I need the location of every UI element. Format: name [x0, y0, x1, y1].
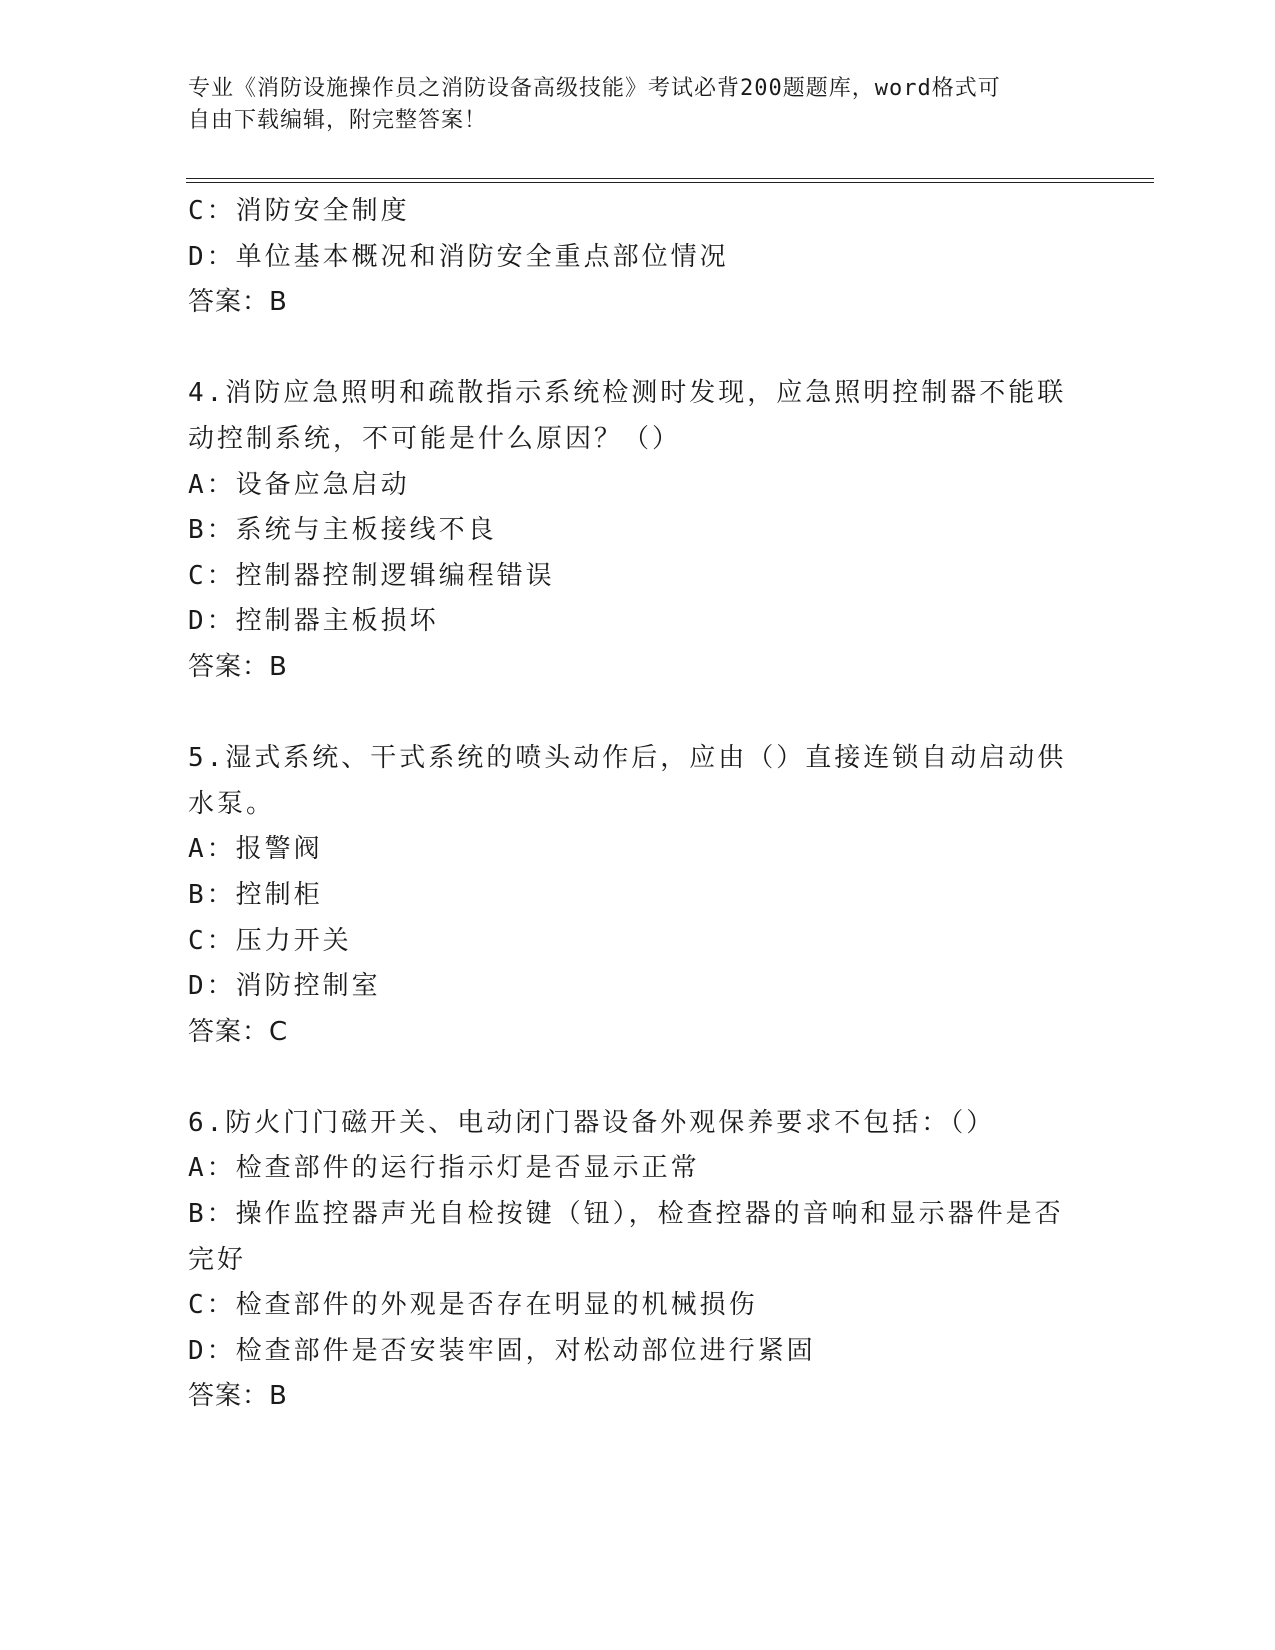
question-stem: 4.消防应急照明和疏散指示系统检测时发现，应急照明控制器不能联: [188, 378, 1067, 409]
question-stem: 5.湿式系统、干式系统的喷头动作后，应由（）直接连锁自动启动供: [188, 743, 1067, 774]
answer: 答案：B: [188, 287, 288, 318]
header-line-1: 专业《消防设施操作员之消防设备高级技能》考试必背200题题库，word格式可: [188, 76, 1001, 101]
option-c: C：压力开关: [188, 925, 352, 956]
option-d: D：单位基本概况和消防安全重点部位情况: [188, 241, 729, 272]
option-a: A：设备应急启动: [188, 469, 410, 500]
answer: 答案：C: [188, 1016, 289, 1047]
header-line-2: 自由下载编辑，附完整答案！: [188, 108, 488, 133]
spacer: [188, 326, 1068, 372]
document-header: [188, 73, 1068, 137]
question-list: [188, 189, 1068, 1420]
option-b: B：操作监控器声光自检按键（钮），检查控器的音响和显示器件是否: [188, 1199, 1064, 1230]
option-c: C：控制器控制逻辑编程错误: [188, 560, 555, 591]
answer: 答案：B: [188, 1381, 288, 1412]
option-d: D：消防控制室: [188, 971, 381, 1002]
spacer: [188, 691, 1068, 737]
question-3-tail: [188, 189, 1068, 326]
question-stem-cont: 动控制系统，不可能是什么原因？（）: [188, 423, 682, 454]
option-b: B：系统与主板接线不良: [188, 515, 497, 546]
question-stem: 6.防火门门磁开关、电动闭门器设备外观保养要求不包括：（）: [188, 1107, 996, 1138]
question-6: [188, 1101, 1068, 1420]
header-divider: [186, 178, 1154, 183]
option-c: C：检查部件的外观是否存在明显的机械损伤: [188, 1290, 758, 1321]
option-d: D：控制器主板损坏: [188, 606, 439, 637]
option-a: A：检查部件的运行指示灯是否显示正常: [188, 1153, 700, 1184]
answer: 答案：B: [188, 651, 288, 682]
question-5: [188, 736, 1068, 1055]
option-b-cont: 完好: [188, 1244, 247, 1275]
spacer: [188, 1055, 1068, 1101]
option-b: B：控制柜: [188, 879, 323, 910]
question-stem-cont: 水泵。: [188, 788, 276, 819]
option-c: C：消防安全制度: [188, 196, 410, 226]
option-a: A：报警阀: [188, 834, 323, 865]
question-4: [188, 371, 1068, 690]
option-d: D：检查部件是否安装牢固，对松动部位进行紧固: [188, 1335, 816, 1366]
